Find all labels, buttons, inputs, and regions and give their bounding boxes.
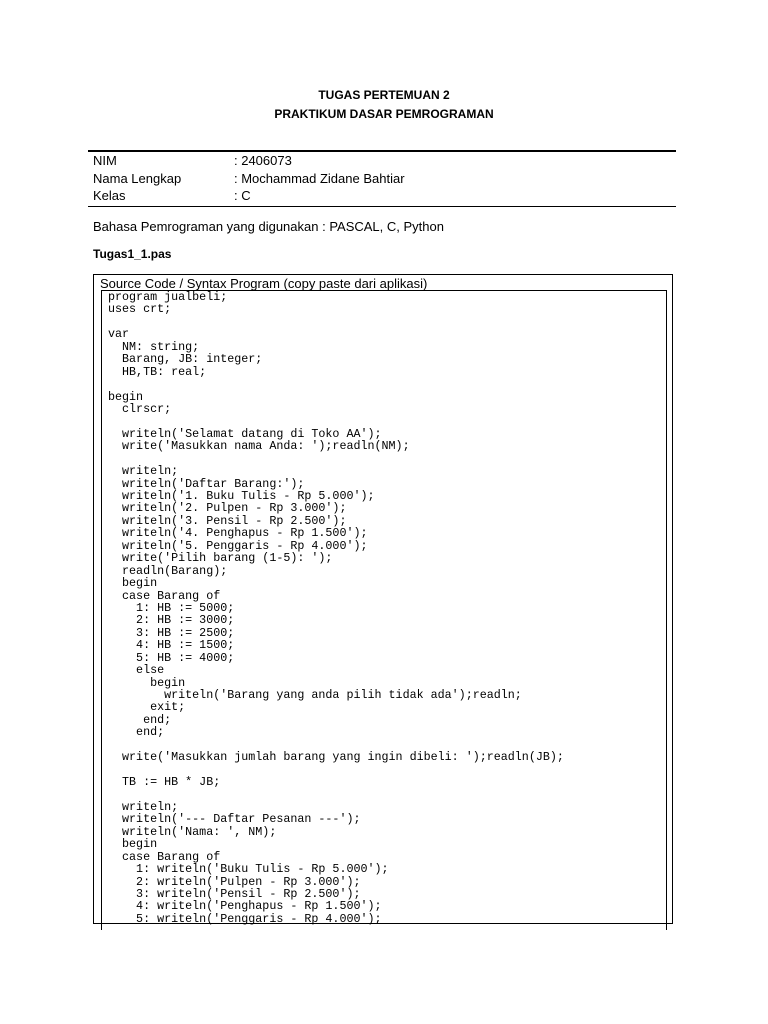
source-code-box xyxy=(93,274,673,924)
code-line: write('Masukkan jumlah barang yang ingin dibeli: ');readln(JB); xyxy=(108,750,564,765)
code-line: writeln('Selamat datang di Toko AA'); xyxy=(108,426,382,441)
nim-row xyxy=(93,153,673,170)
code-line: begin xyxy=(108,576,158,591)
code-line: case Barang of xyxy=(108,849,221,864)
code-line: readln(Barang); xyxy=(108,563,228,578)
code-frame xyxy=(101,290,667,930)
code-line: writeln('Daftar Barang:'); xyxy=(108,476,305,491)
code-line: 1: HB := 5000; xyxy=(108,600,235,615)
code-line: writeln('3. Pensil - Rp 2.500'); xyxy=(108,513,347,528)
code-line: 2: HB := 3000; xyxy=(108,613,235,628)
code-line: begin xyxy=(108,837,158,852)
code-line: case Barang of xyxy=(108,588,221,603)
code-line: begin xyxy=(108,389,144,404)
code-line: end; xyxy=(108,712,172,727)
nim-value: : 2406073 xyxy=(234,153,292,168)
code-line: end; xyxy=(108,725,165,740)
code-line: writeln('4. Penghapus - Rp 1.500'); xyxy=(108,526,368,541)
class-value: : C xyxy=(234,188,251,203)
code-line: writeln('1. Buku Tulis - Rp 5.000'); xyxy=(108,489,375,503)
code-line: 2: writeln('Pulpen - Rp 3.000'); xyxy=(108,874,361,889)
code-line: 4: writeln('Penghapus - Rp 1.500'); xyxy=(108,899,382,914)
code-line: clrscr; xyxy=(108,401,172,416)
class-row xyxy=(93,188,673,205)
code-line: writeln('--- Daftar Pesanan ---'); xyxy=(108,812,361,827)
code-line xyxy=(108,415,666,427)
document-subtitle: PRAKTIKUM DASAR PEMROGRAMAN xyxy=(274,107,494,121)
table-bottom-rule xyxy=(88,206,676,207)
code-line: 3: HB := 2500; xyxy=(108,625,235,640)
code-line: 5: writeln('Penggaris - Rp 4.000'); xyxy=(108,911,382,926)
code-line: write('Pilih barang (1-5): '); xyxy=(108,551,333,566)
code-line: exit; xyxy=(108,700,186,715)
code-line: var xyxy=(108,327,130,342)
source-code-caption: Source Code / Syntax Program (copy paste dari aplikasi) xyxy=(100,276,428,291)
name-label: Nama Lengkap xyxy=(93,171,182,186)
code-line: writeln('5. Penggaris - Rp 4.000'); xyxy=(108,538,368,553)
name-row xyxy=(93,171,673,188)
language-line: Bahasa Pemrograman yang digunakan : PASCAL, C, Python xyxy=(93,219,444,234)
code-line: else xyxy=(108,663,165,678)
code-line: HB,TB: real; xyxy=(108,364,207,379)
code-line: writeln('Nama: ', NM); xyxy=(108,824,277,839)
code-line: 5: HB := 4000; xyxy=(108,650,235,665)
code-line: 1: writeln('Buku Tulis - Rp 5.000'); xyxy=(108,862,389,877)
document-title: TUGAS PERTEMUAN 2 xyxy=(318,88,450,102)
name-value: : Mochammad Zidane Bahtiar xyxy=(234,171,405,186)
code-line xyxy=(108,453,666,465)
code-line: NM: string; xyxy=(108,339,200,354)
code-line: writeln; xyxy=(108,799,179,814)
code-line: uses crt; xyxy=(108,302,172,317)
code-line: begin xyxy=(108,675,186,690)
code-line: Barang, JB: integer; xyxy=(108,352,263,367)
code-line: write('Masukkan nama Anda: ');readln(NM); xyxy=(108,439,410,454)
code-line xyxy=(108,378,666,390)
code-line: writeln('Barang yang anda pilih tidak ada');readln; xyxy=(108,688,522,702)
nim-label: NIM xyxy=(93,153,117,168)
code-line: writeln; xyxy=(108,464,179,479)
code-line xyxy=(108,789,666,801)
code-block xyxy=(102,291,666,925)
code-line: 3: writeln('Pensil - Rp 2.500'); xyxy=(108,887,361,901)
code-line xyxy=(108,316,666,328)
code-line: 4: HB := 1500; xyxy=(108,638,235,653)
class-label: Kelas xyxy=(93,188,126,203)
file-heading: Tugas1_1.pas xyxy=(93,247,172,261)
code-line: writeln('2. Pulpen - Rp 3.000'); xyxy=(108,501,347,516)
code-line: program jualbeli; xyxy=(108,290,228,304)
code-line: TB := HB * JB; xyxy=(108,775,221,790)
table-top-rule xyxy=(88,150,676,152)
